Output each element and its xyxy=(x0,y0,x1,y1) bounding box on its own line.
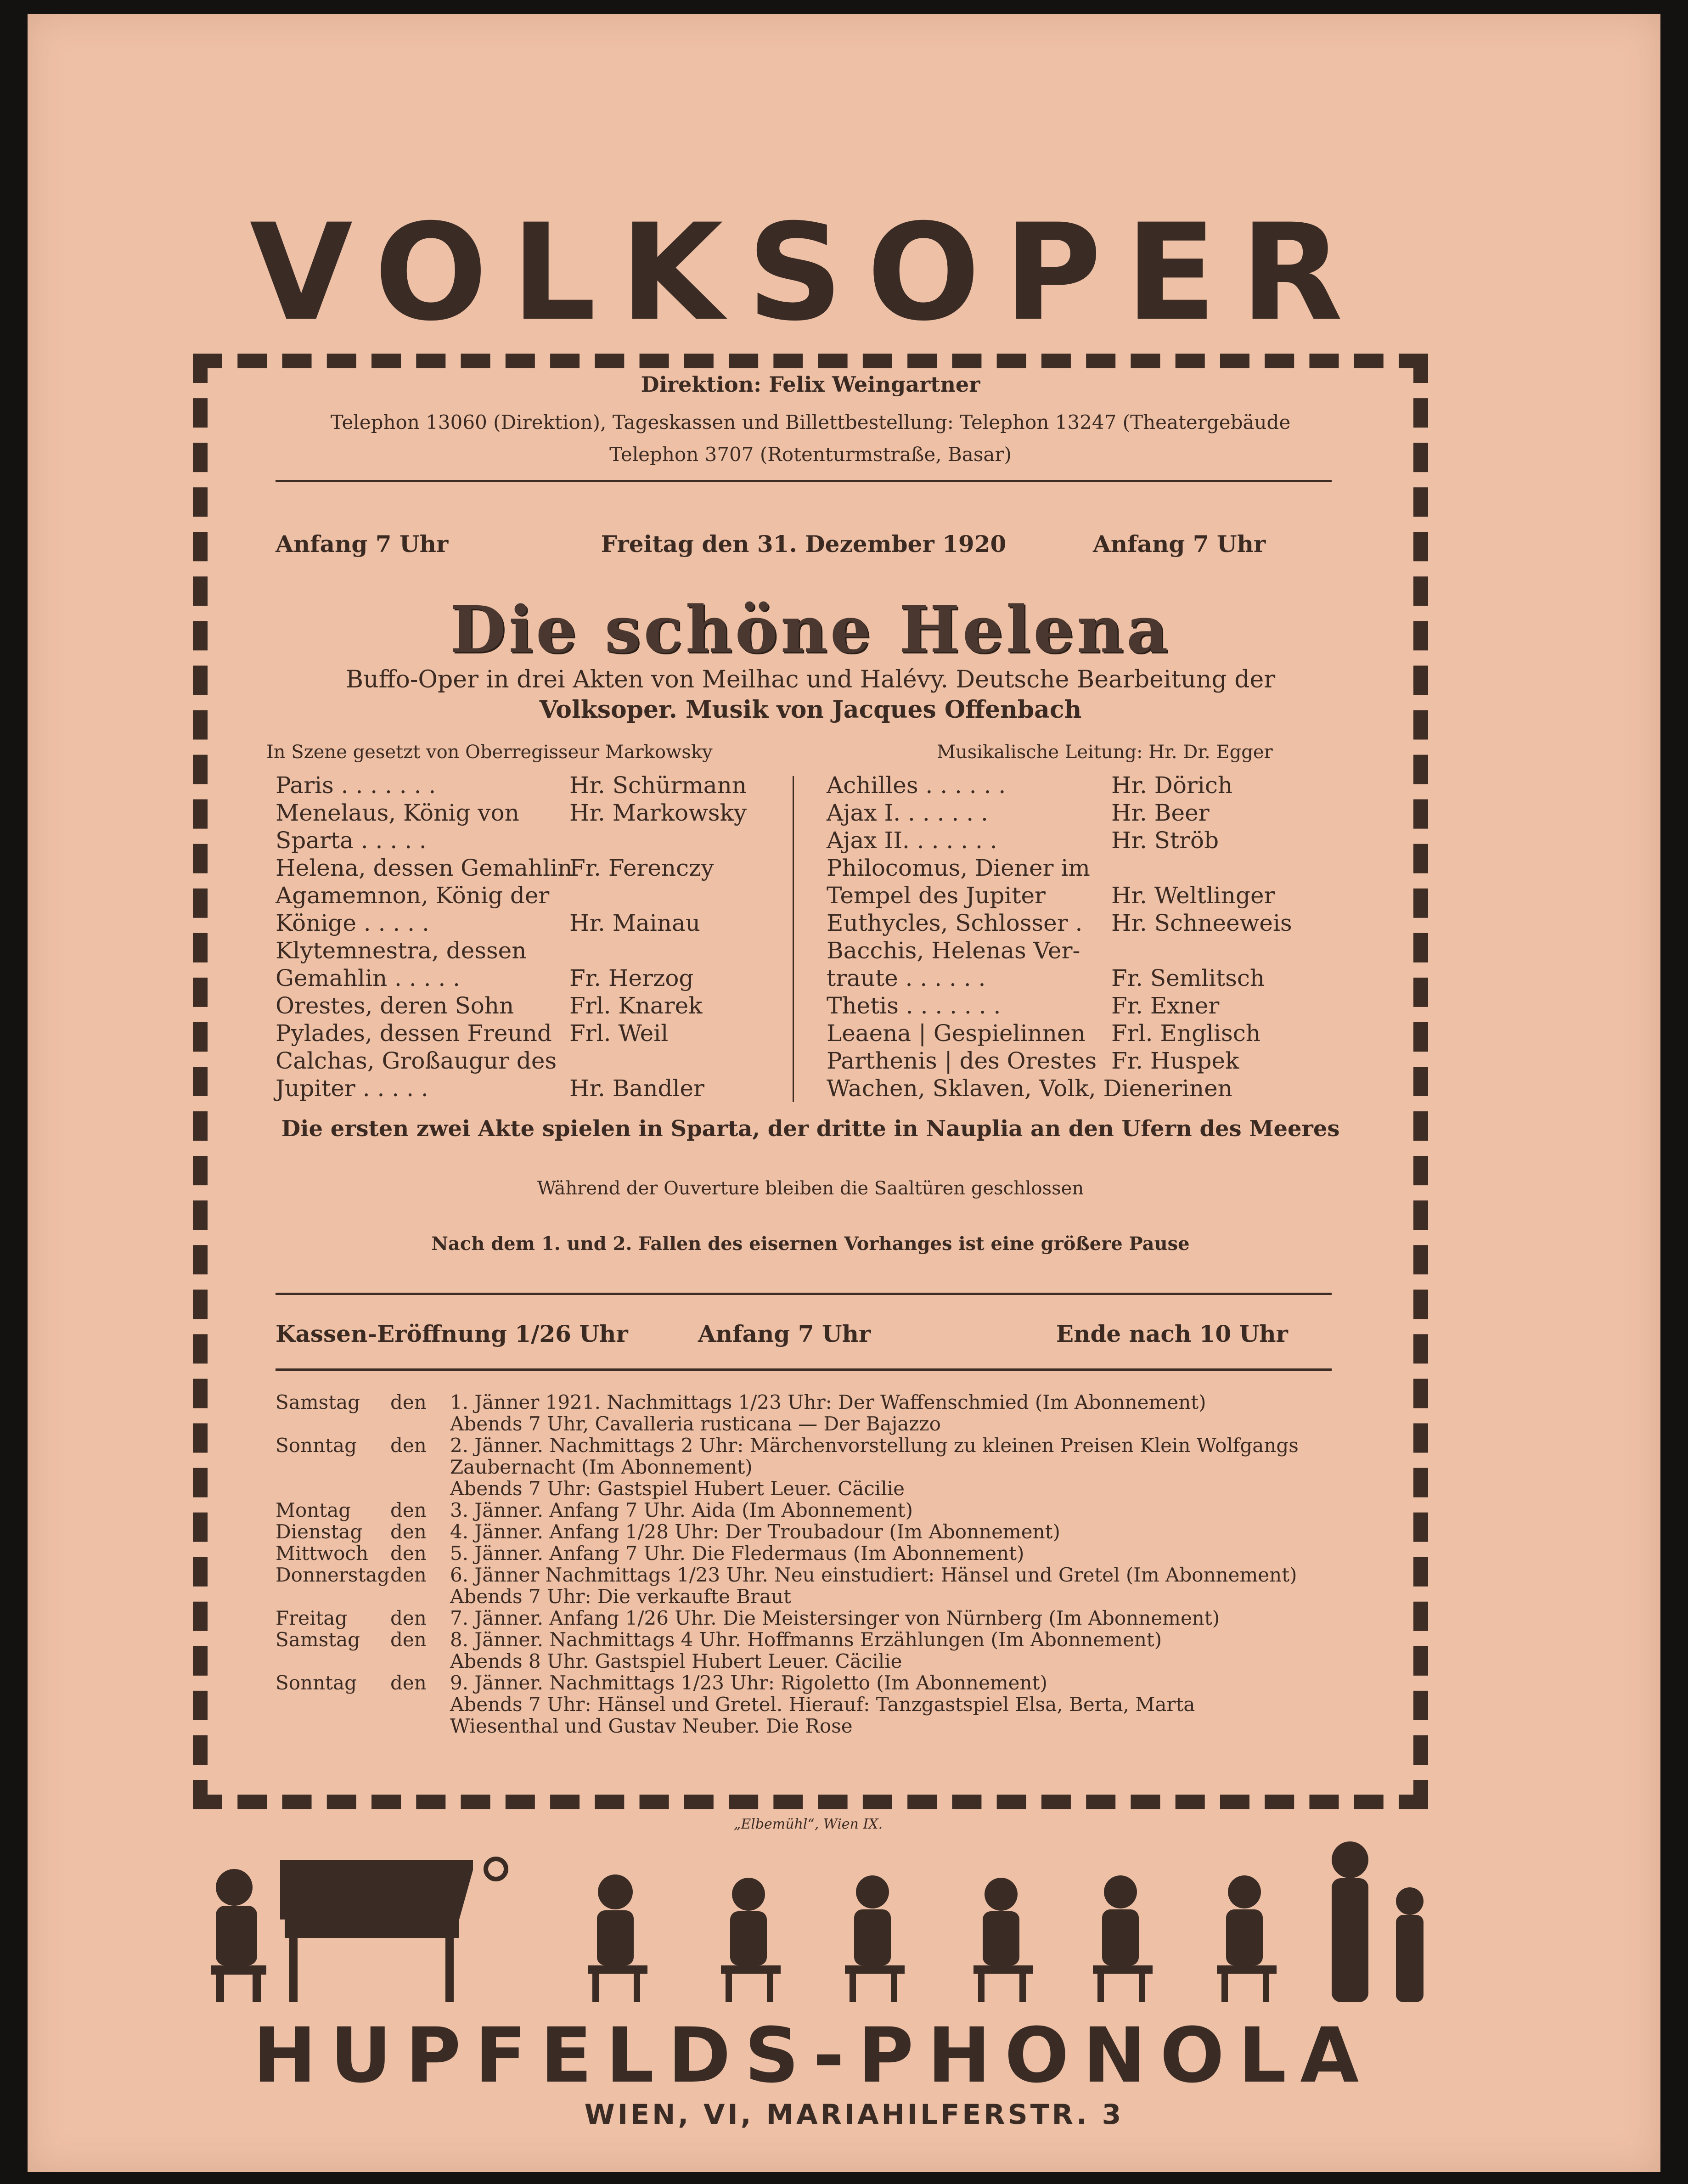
regie-credit: In Szene gesetzt von Oberregisseur Markowsky xyxy=(266,742,713,763)
cast-row xyxy=(827,1047,1341,1075)
advert-address: WIEN, VI, MARIAHILFERSTR. 3 xyxy=(584,2099,1124,2131)
cast-actor: Fr. Huspek xyxy=(1111,1047,1239,1074)
schedule-line xyxy=(276,1629,1345,1650)
cast-actor: Frl. Englisch xyxy=(1111,1020,1260,1047)
performance-date: Freitag den 31. Dezember 1920 xyxy=(601,530,1007,557)
phonola-silhouette-illustration xyxy=(174,1832,1479,2007)
cast-actor: Fr. Herzog xyxy=(569,965,694,991)
schedule-text: 4. Jänner. Anfang 1/28 Uhr: Der Troubadour (Im Abonnement) xyxy=(450,1520,1060,1543)
cast-role: Jupiter . . . . . xyxy=(276,1075,428,1102)
cast-role: Agamemnon, König der xyxy=(276,882,550,909)
cast-row xyxy=(827,992,1341,1019)
cast-role: Achilles . . . . . . xyxy=(827,772,1006,799)
cast-list-right xyxy=(827,771,1341,1102)
ouverture-note: Während der Ouverture bleiben die Saaltüren geschlossen xyxy=(537,1178,1084,1199)
schedule-den: den xyxy=(390,1564,427,1586)
cast-row xyxy=(827,937,1341,964)
schedule-day: Mittwoch xyxy=(276,1542,369,1565)
schedule-text: Abends 7 Uhr, Cavalleria rusticana — Der Bajazzo xyxy=(450,1413,941,1435)
schedule-line xyxy=(276,1586,1345,1607)
schedule-text: 9. Jänner. Nachmittags 1/23 Uhr: Rigoletto (Im Abonnement) xyxy=(450,1672,1047,1694)
cast-actor: Hr. Ströb xyxy=(1111,827,1219,854)
schedule-day: Sonntag xyxy=(276,1672,357,1694)
cast-role: Wachen, Sklaven, Volk, Dienerinen xyxy=(827,1075,1232,1102)
schedule-text: Abends 7 Uhr: Gastspiel Hubert Leuer. Cäcilie xyxy=(450,1477,905,1500)
schedule-text: 5. Jänner. Anfang 7 Uhr. Die Fledermaus (Im Abonnement) xyxy=(450,1542,1024,1565)
cast-row xyxy=(276,1047,781,1075)
cast-actor: Fr. Ferenczy xyxy=(569,855,714,881)
telephone-line-1: Telephon 13060 (Direktion), Tageskassen und Billettbestellung: Telephon 13247 (Theatergebäude xyxy=(330,411,1291,433)
schedule-line xyxy=(276,1391,1345,1413)
cast-role: Bacchis, Helenas Ver- xyxy=(827,937,1080,964)
cast-role: Calchas, Großaugur des xyxy=(276,1047,557,1074)
schedule-day: Dienstag xyxy=(276,1520,363,1543)
schedule-day: Donnerstag xyxy=(276,1564,390,1586)
cast-row xyxy=(276,964,781,992)
poster-title: VOLKSOPER xyxy=(249,196,1367,350)
cast-actor: Hr. Markowsky xyxy=(569,799,747,826)
cast-row xyxy=(276,771,781,799)
advert-title: HUPFELDS-PHONOLA xyxy=(253,2011,1373,2100)
divider xyxy=(276,1368,1332,1371)
opera-title: Die schöne Helena xyxy=(450,592,1171,668)
schedule-line xyxy=(276,1521,1345,1542)
schedule-text: 8. Jänner. Nachmittags 4 Uhr. Hoffmanns Erzählungen (Im Abonnement) xyxy=(450,1628,1162,1651)
schedule-day: Samstag xyxy=(276,1391,360,1413)
cast-role: Könige . . . . . xyxy=(276,910,429,936)
schedule-line xyxy=(276,1413,1345,1435)
cast-actor: Hr. Schneeweis xyxy=(1111,910,1292,936)
cast-row xyxy=(827,827,1341,854)
schedule-line xyxy=(276,1478,1345,1499)
cast-actor: Hr. Beer xyxy=(1111,799,1210,826)
cast-actor: Hr. Mainau xyxy=(569,910,701,936)
schedule-line xyxy=(276,1564,1345,1586)
schedule-text: Wiesenthal und Gustav Neuber. Die Rose xyxy=(450,1715,853,1737)
cast-role: Philocomus, Diener im xyxy=(827,855,1090,881)
schedule-den: den xyxy=(390,1628,427,1651)
cast-actor: Hr. Schürmann xyxy=(569,772,747,799)
cast-row xyxy=(276,1075,781,1102)
schedule-text: 2. Jänner. Nachmittags 2 Uhr: Märchenvorstellung zu kleinen Preisen Klein Wolfgangs xyxy=(450,1434,1299,1457)
divider xyxy=(276,1293,1332,1295)
cast-actor: Frl. Knarek xyxy=(569,992,703,1019)
cast-row xyxy=(827,1075,1341,1102)
kassen-opening: Kassen-Eröffnung 1/26 Uhr xyxy=(276,1320,628,1347)
cast-actor: Hr. Weltlinger xyxy=(1111,882,1275,909)
schedule-text: 6. Jänner Nachmittags 1/23 Uhr. Neu einstudiert: Hänsel und Gretel (Im Abonnement) xyxy=(450,1564,1297,1586)
schedule-text: 7. Jänner. Anfang 1/26 Uhr. Die Meistersinger von Nürnberg (Im Abonnement) xyxy=(450,1607,1220,1629)
cast-list-left xyxy=(276,771,781,1102)
cast-role: Orestes, deren Sohn xyxy=(276,992,514,1019)
schedule-line xyxy=(276,1499,1345,1521)
cast-actor: Fr. Exner xyxy=(1111,992,1220,1019)
cast-row xyxy=(827,799,1341,827)
schedule-text: Abends 8 Uhr. Gastspiel Hubert Leuer. Cäcilie xyxy=(450,1650,902,1672)
pause-note: Nach dem 1. und 2. Fallen des eisernen Vorhanges ist eine größere Pause xyxy=(431,1233,1190,1255)
schedule-text: Abends 7 Uhr: Hänsel und Gretel. Hierauf: Tanzgastspiel Elsa, Berta, Marta xyxy=(450,1693,1195,1716)
conductor-credit: Musikalische Leitung: Hr. Dr. Egger xyxy=(937,742,1273,763)
schedule-day: Samstag xyxy=(276,1628,360,1651)
cast-role: Euthycles, Schlosser . xyxy=(827,910,1083,936)
divider xyxy=(276,480,1332,482)
cast-role: Ajax I. . . . . . . xyxy=(827,799,988,826)
cast-role: Parthenis | des Orestes xyxy=(827,1047,1097,1074)
schedule-den: den xyxy=(390,1434,427,1457)
cast-actor: Fr. Semlitsch xyxy=(1111,965,1265,991)
schedule-den: den xyxy=(390,1391,427,1413)
cast-row xyxy=(276,799,781,827)
cast-row xyxy=(827,909,1341,937)
cast-actor: Frl. Weil xyxy=(569,1020,669,1047)
schedule-line xyxy=(276,1607,1345,1629)
cast-row xyxy=(276,882,781,909)
cast-row xyxy=(276,827,781,854)
cast-row xyxy=(276,937,781,964)
schedule-text: Abends 7 Uhr: Die verkaufte Braut xyxy=(450,1585,792,1608)
poster-sheet xyxy=(28,14,1660,2172)
schedule-den: den xyxy=(390,1499,427,1521)
cast-role: Thetis . . . . . . . xyxy=(827,992,1001,1019)
printer-credit: „Elbemühl“, Wien IX. xyxy=(733,1816,883,1832)
cast-row xyxy=(827,882,1341,909)
schedule-line xyxy=(276,1672,1345,1694)
cast-role: Paris . . . . . . . xyxy=(276,772,436,799)
cast-row xyxy=(827,1019,1341,1047)
cast-row xyxy=(827,771,1341,799)
cast-actor: Hr. Dörich xyxy=(1111,772,1233,799)
cast-row xyxy=(276,854,781,882)
cast-divider xyxy=(793,776,794,1102)
cast-role: Gemahlin . . . . . xyxy=(276,965,461,991)
cast-row xyxy=(276,992,781,1019)
schedule-den: den xyxy=(390,1520,427,1543)
schedule-text: 3. Jänner. Anfang 7 Uhr. Aida (Im Abonnement) xyxy=(450,1499,913,1521)
anfang-left: Anfang 7 Uhr xyxy=(276,530,449,557)
schedule-day: Sonntag xyxy=(276,1434,357,1457)
schedule-den: den xyxy=(390,1542,427,1565)
telephone-line-2: Telephon 3707 (Rotenturmstraße, Basar) xyxy=(609,443,1012,466)
schedule-day: Freitag xyxy=(276,1607,348,1629)
schedule-line xyxy=(276,1435,1345,1456)
schedule-day: Montag xyxy=(276,1499,351,1521)
cast-row xyxy=(827,964,1341,992)
cast-role: traute . . . . . . xyxy=(827,965,986,991)
subtitle-line-2: Volksoper. Musik von Jacques Offenbach xyxy=(539,696,1082,724)
schedule-text: Zaubernacht (Im Abonnement) xyxy=(450,1456,753,1478)
weekly-schedule xyxy=(276,1391,1345,1737)
cast-role: Tempel des Jupiter xyxy=(827,882,1046,909)
subtitle-line-1: Buffo-Oper in drei Akten von Meilhac und Halévy. Deutsche Bearbeitung der xyxy=(345,666,1276,693)
akte-note: Die ersten zwei Akte spielen in Sparta, der dritte in Nauplia an den Ufern des Meeres xyxy=(281,1116,1340,1142)
cast-row xyxy=(276,1019,781,1047)
anfang-right: Anfang 7 Uhr xyxy=(1093,530,1266,557)
cast-actor: Hr. Bandler xyxy=(569,1075,705,1102)
schedule-den: den xyxy=(390,1607,427,1629)
cast-row xyxy=(276,909,781,937)
schedule-line xyxy=(276,1715,1345,1737)
cast-role: Menelaus, König von xyxy=(276,799,519,826)
schedule-text: 1. Jänner 1921. Nachmittags 1/23 Uhr: Der Waffenschmied (Im Abonnement) xyxy=(450,1391,1206,1413)
schedule-den: den xyxy=(390,1672,427,1694)
cast-role: Klytemnestra, dessen xyxy=(276,937,527,964)
direktion-line: Direktion: Felix Weingartner xyxy=(641,372,980,397)
schedule-line xyxy=(276,1542,1345,1564)
cast-role: Ajax II. . . . . . . xyxy=(827,827,997,854)
cast-row xyxy=(827,854,1341,882)
cast-role: Sparta . . . . . xyxy=(276,827,427,854)
cast-role: Helena, dessen Gemahlin xyxy=(276,855,573,881)
anfang-mid: Anfang 7 Uhr xyxy=(698,1320,871,1347)
schedule-line xyxy=(276,1650,1345,1672)
cast-role: Leaena | Gespielinnen xyxy=(827,1020,1086,1047)
ende-time: Ende nach 10 Uhr xyxy=(1056,1320,1288,1347)
cast-role: Pylades, dessen Freund xyxy=(276,1020,552,1047)
schedule-line xyxy=(276,1456,1345,1478)
schedule-line xyxy=(276,1694,1345,1715)
